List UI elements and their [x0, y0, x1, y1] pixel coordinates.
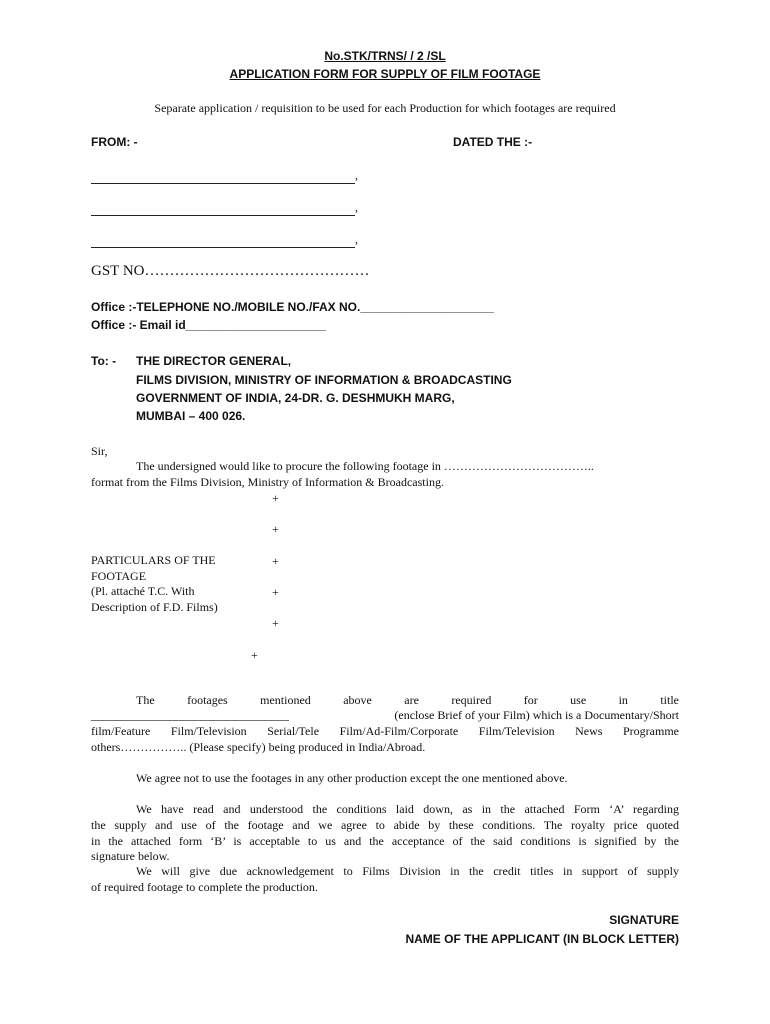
intro-line-2: format from the Films Division, Ministry of Information & Broadcasting.: [91, 475, 444, 489]
particulars-bullet-5: +: [272, 616, 279, 630]
address-line-3[interactable]: [91, 230, 358, 248]
to-label: To: -: [91, 354, 117, 368]
office-email-field: Office :- Email id_____________________: [91, 318, 326, 332]
from-label: FROM: -: [91, 135, 138, 149]
address-line-1-comma: ,: [355, 168, 358, 182]
film-title-blank[interactable]: _________________________________: [91, 708, 289, 722]
particulars-bullet-4: +: [272, 585, 279, 599]
footage-title-line-2: [91, 708, 679, 723]
recipient-line-2: FILMS DIVISION, MINISTRY OF INFORMATION & BROADCASTING: [136, 373, 512, 387]
acknowledgement-line-2: of required footage to complete the production.: [91, 880, 318, 894]
intro-line-1: The undersigned would like to procure the following footage in ………………………………..: [136, 459, 594, 473]
footage-title-line-1: The footages mentioned above are required for use in title: [136, 693, 679, 707]
instruction-note: Separate application / requisition to be used for each Production for which footages are required: [154, 101, 616, 115]
conditions-line-3: in the attached form ‘B’ is acceptable to us and the acceptance of the said conditions is signified by the: [91, 834, 679, 848]
film-origin-line: others…………….. (Please specify) being produced in India/Abroad.: [91, 740, 426, 754]
recipient-line-3: GOVERNMENT OF INDIA, 24-DR. G. DESHMUKH MARG,: [136, 391, 455, 405]
applicant-name-label: NAME OF THE APPLICANT (IN BLOCK LETTER): [405, 932, 679, 946]
acknowledgement-line-1: We will give due acknowledgement to Films Division in the credit titles in support of supply: [136, 864, 679, 878]
address-line-1[interactable]: [91, 166, 358, 184]
address-line-2[interactable]: [91, 198, 358, 216]
particulars-label-4: Description of F.D. Films): [91, 600, 218, 614]
dated-label: DATED THE :-: [453, 135, 533, 149]
particulars-label-2: FOOTAGE: [91, 569, 147, 583]
film-type-text: (enclose Brief of your Film) which is a Documentary/Short: [394, 708, 679, 722]
recipient-line-4: MUMBAI – 400 026.: [136, 409, 246, 423]
particulars-bullet-1: +: [272, 491, 279, 505]
conditions-line-1: We have read and understood the conditions laid down, as in the attached Form ‘A’ regarding: [136, 802, 679, 816]
film-category-line: film/Feature Film/Television Serial/Tele Film/Ad-Film/Corporate Film/Television News Programme: [91, 724, 679, 738]
salutation: Sir,: [91, 444, 108, 458]
address-line-3-comma: ,: [355, 232, 358, 246]
reference-number: No.STK/TRNS/ / 2 /SL: [324, 49, 446, 63]
particulars-label-1: PARTICULARS OF THE: [91, 553, 216, 567]
address-line-2-comma: ,: [355, 200, 358, 214]
particulars-label-3: (Pl. attaché T.C. With: [91, 584, 195, 598]
conditions-line-4: signature below.: [91, 849, 170, 863]
particulars-bullet-2: +: [272, 522, 279, 536]
gst-number-field: GST NO………………………………………: [91, 263, 370, 279]
office-phone-field: Office :-TELEPHONE NO./MOBILE NO./FAX NO.____________________: [91, 300, 494, 314]
usage-agreement: We agree not to use the footages in any other production except the one mentioned above.: [136, 771, 568, 785]
particulars-bullet-6: +: [251, 648, 258, 662]
form-title: APPLICATION FORM FOR SUPPLY OF FILM FOOTAGE: [229, 67, 541, 81]
signature-label: SIGNATURE: [609, 913, 679, 927]
conditions-line-2: the supply and use of the footage and we agree to abide by these conditions. The royalty price quoted: [91, 818, 679, 832]
particulars-bullet-3: +: [272, 554, 279, 568]
recipient-line-1: THE DIRECTOR GENERAL,: [136, 354, 292, 368]
